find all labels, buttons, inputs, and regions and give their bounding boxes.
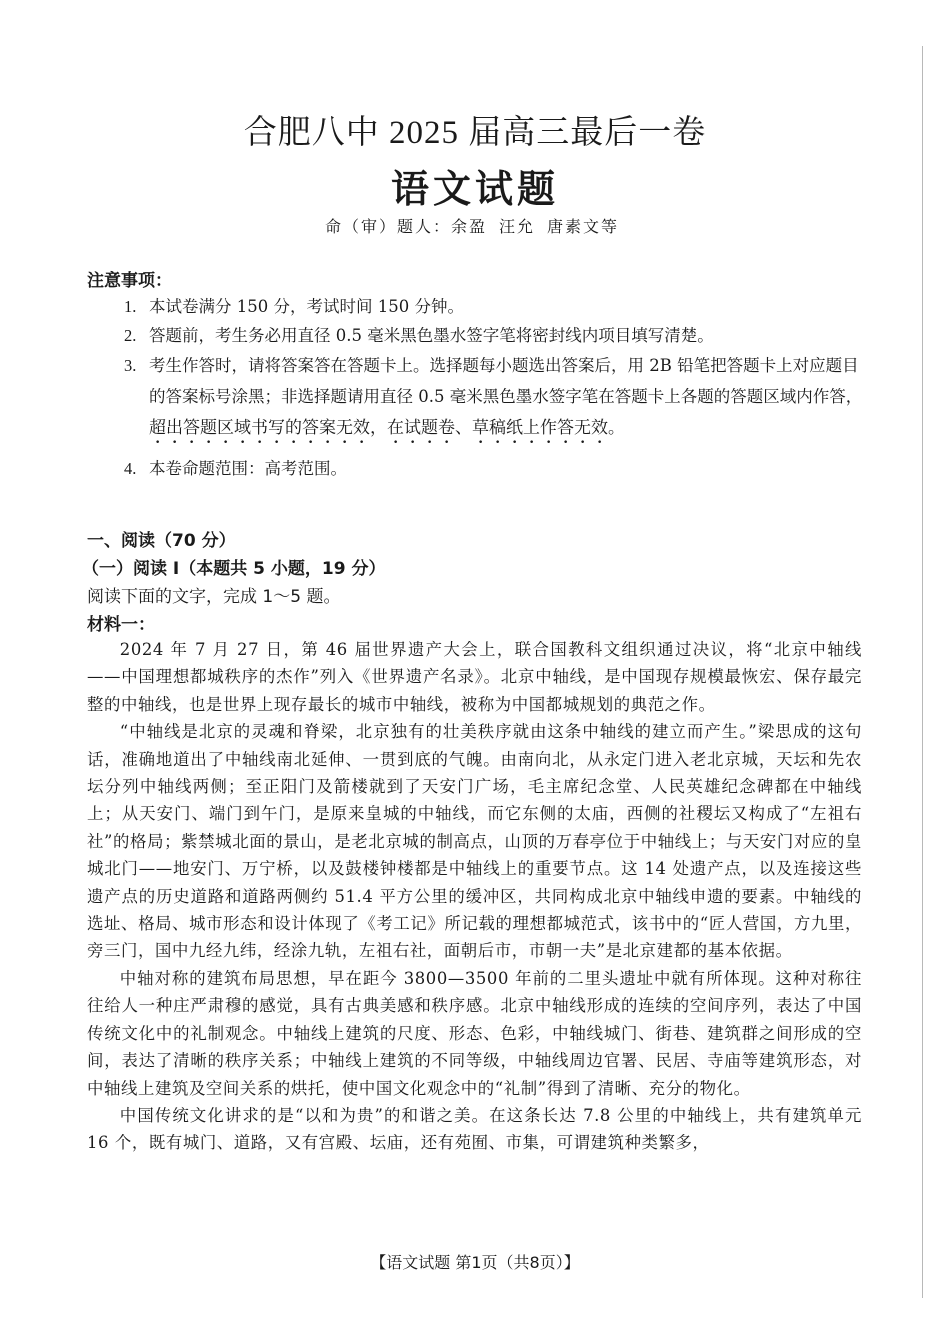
paragraph: 2024 年 7 月 27 日，第 46 届世界遗产大会上，联合国教科文组织通过决议，将“北京中轴线——中国理想都城秩序的杰作”列入《世界遗产名录》。北京中轴线，是中国现存规模最恢宏、保存最完整的中轴线，也是世界上现存最长的城市中轴线，被称为中国都城规划的典范之作。 xyxy=(87,640,862,714)
notice-text: 本试卷满分 150 分，考试时间 150 分钟。 xyxy=(149,297,464,316)
paragraph: “中轴线是北京的灵魂和脊梁，北京独有的壮美秩序就由这条中轴线的建立而产生。”梁思成的这句话，准确地道出了中轴线南北延伸、一贯到底的气魄。由南向北，从永定门进入老北京城，天坛和先农坛分列中轴线两侧；至正阳门及箭楼就到了天安门广场，毛主席纪念堂、人民英雄纪念碑都在中轴线上；从天安门、端门到午门，是原来皇城的中轴线，而它东侧的太庙，西侧的社稷坛又构成了“左祖右社”的格局；紫禁城北面的景山，是老北京城的制高点，山顶的万春亭位于中轴线上；与天安门对应的皇城北门——地安门、万宁桥，以及鼓楼钟楼都是中轴线上的重要节点。这 14 处遗产点，以及连接这些遗产点的历史道路和道路两侧约 51.4 平方公里的缓冲区，共同构成北京中轴线申遗的要素。中轴线的选址、格局、城市形态和设计体现了《考工记》所记载的理想都城范式，该书中的“匠人营国，方九里，旁三门，国中九经九纬，经涂九轨，左祖右社，面朝后市，市朝一夫”是北京建都的基本依据。 xyxy=(87,722,862,961)
author-name: 汪允 xyxy=(499,217,536,236)
notice-number: 4. xyxy=(124,459,137,478)
notice-emphasis-text: 超出答题区域书写的答案无效，在试题卷、草稿纸上作答无效 xyxy=(149,418,608,438)
instruction-text: 阅读下面的文字，完成 1～5 题。 xyxy=(87,587,341,607)
notice-item xyxy=(124,292,864,321)
notice-list xyxy=(124,292,864,483)
notice-item xyxy=(124,350,864,448)
notice-text: 答题前，考生务必用直径 0.5 毫米黑色墨水签字笔将密封线内项目填写清楚。 xyxy=(149,326,714,345)
notice-text: 本卷命题范围：高考范围。 xyxy=(149,459,347,478)
authors-label: 命（审）题人： xyxy=(324,217,451,236)
page-footer: 【语文试题 第1页（共8页）】 xyxy=(370,1253,580,1272)
notice-number: 2. xyxy=(124,326,137,345)
notice-number: 1. xyxy=(124,297,137,316)
authors-line xyxy=(0,214,950,237)
subject-title: 语文试题 xyxy=(390,167,559,211)
author-name: 唐素文等 xyxy=(547,217,620,236)
material-body xyxy=(87,636,862,1157)
author-name: 余盈 xyxy=(450,217,487,236)
notice-heading: 注意事项： xyxy=(87,271,172,291)
notice-item xyxy=(124,321,864,350)
notice-item xyxy=(124,454,864,483)
notice-text-tail: 。 xyxy=(608,418,625,437)
material-label: 材料一： xyxy=(87,615,155,635)
notice-text: 考生作答时，请将答案答在答题卡上。选择题每小题选出答案后，用 2B 铅笔把答题卡上对应题目的答案标号涂黑；非选择题请用直径 0.5 毫米黑色墨水签字笔在答题卡上各题的答题区域内作答， xyxy=(149,356,863,406)
notice-number: 3. xyxy=(124,356,137,375)
paragraph: 中轴对称的建筑布局思想，早在距今 3800—3500 年前的二里头遗址中就有所体现。这种对称往往给人一种庄严肃穆的感觉，具有古典美感和秩序感。北京中轴线形成的连续的空间序列，表达了中国传统文化中的礼制观念。中轴线上建筑的尺度、形态、色彩，中轴线城门、街巷、建筑群之间形成的空间，表达了清晰的秩序关系；中轴线上建筑的不同等级，中轴线周边官署、民居、寺庙等建筑形态，对中轴线上建筑及空间关系的烘托，使中国文化观念中的“礼制”得到了清晰、充分的物化。 xyxy=(87,968,862,1098)
paragraph: 中国传统文化讲求的是“以和为贵”的和谐之美。在这条长达 7.8 公里的中轴线上，共有建筑单元 16 个，既有城门、道路，又有宫殿、坛庙，还有苑囿、市集，可谓建筑种类繁多， xyxy=(87,1105,862,1153)
exam-title: 合肥八中 2025 届高三最后一卷 xyxy=(243,115,707,151)
subsection-heading: （一）阅读 I（本题共 5 小题，19 分） xyxy=(82,559,386,579)
part-heading: 一、阅读（70 分） xyxy=(87,531,236,551)
